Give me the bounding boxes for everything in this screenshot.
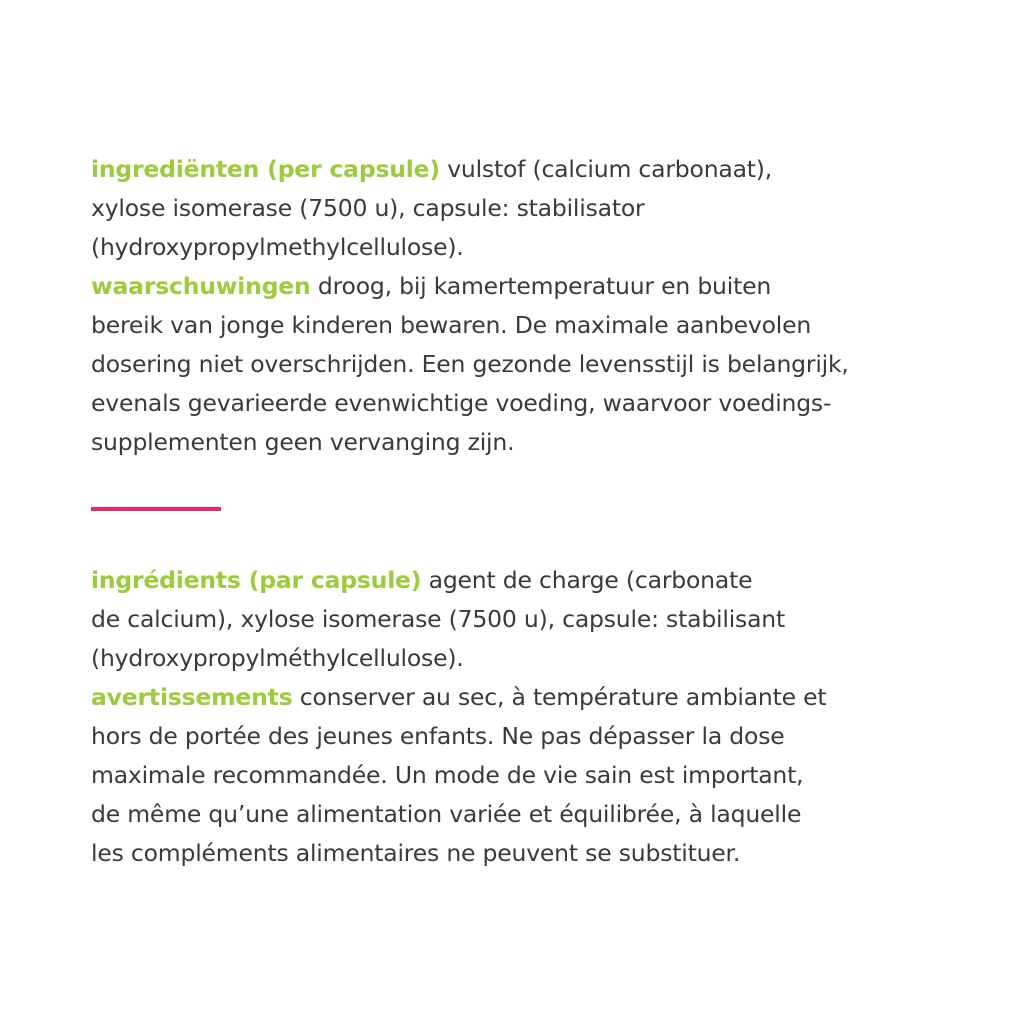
text-fragment: agent de charge (carbonate [428,566,753,594]
text-line: de calcium), xylose isomerase (7500 u), capsule: stabilisant [91,605,785,633]
text-fragment: droog, bij kamertemperatuur en buiten [317,272,772,300]
dutch-ingredients-paragraph [91,150,941,267]
text-line: maximale recommandée. Un mode de vie sain est important, [91,761,804,789]
text-line: de même qu’une alimentation variée et équilibrée, à laquelle [91,800,802,828]
text-line [91,561,941,600]
text-line [91,150,941,189]
french-warnings-label: avertissements [91,683,293,711]
french-ingredients-label: ingrédients (par capsule) [91,566,422,594]
text-line [91,267,941,306]
text-line: xylose isomerase (7500 u), capsule: stabilisator [91,194,645,222]
text-line: (hydroxypropylméthylcellulose). [91,644,464,672]
dutch-warnings-label: waarschuwingen [91,272,311,300]
dutch-ingredients-label: ingrediënten (per capsule) [91,155,440,183]
french-ingredients-paragraph [91,561,941,678]
text-line: dosering niet overschrijden. Een gezonde levensstijl is belangrijk, [91,350,849,378]
text-line: evenals gevarieerde evenwichtige voeding, waarvoor voedings- [91,389,832,417]
text-line: (hydroxypropylmethylcellulose). [91,233,464,261]
section-divider [91,507,221,511]
french-warnings-paragraph [91,678,941,873]
dutch-warnings-paragraph [91,267,941,462]
french-section [91,561,941,873]
dutch-section [91,150,941,462]
text-line: hors de portée des jeunes enfants. Ne pas dépasser la dose [91,722,785,750]
text-fragment: conserver au sec, à température ambiante et [299,683,827,711]
text-line: bereik van jonge kinderen bewaren. De maximale aanbevolen [91,311,812,339]
text-fragment: vulstof (calcium carbonaat), [447,155,773,183]
text-line [91,678,941,717]
text-line: supplementen geen vervanging zijn. [91,428,515,456]
text-line: les compléments alimentaires ne peuvent se substituer. [91,839,741,867]
